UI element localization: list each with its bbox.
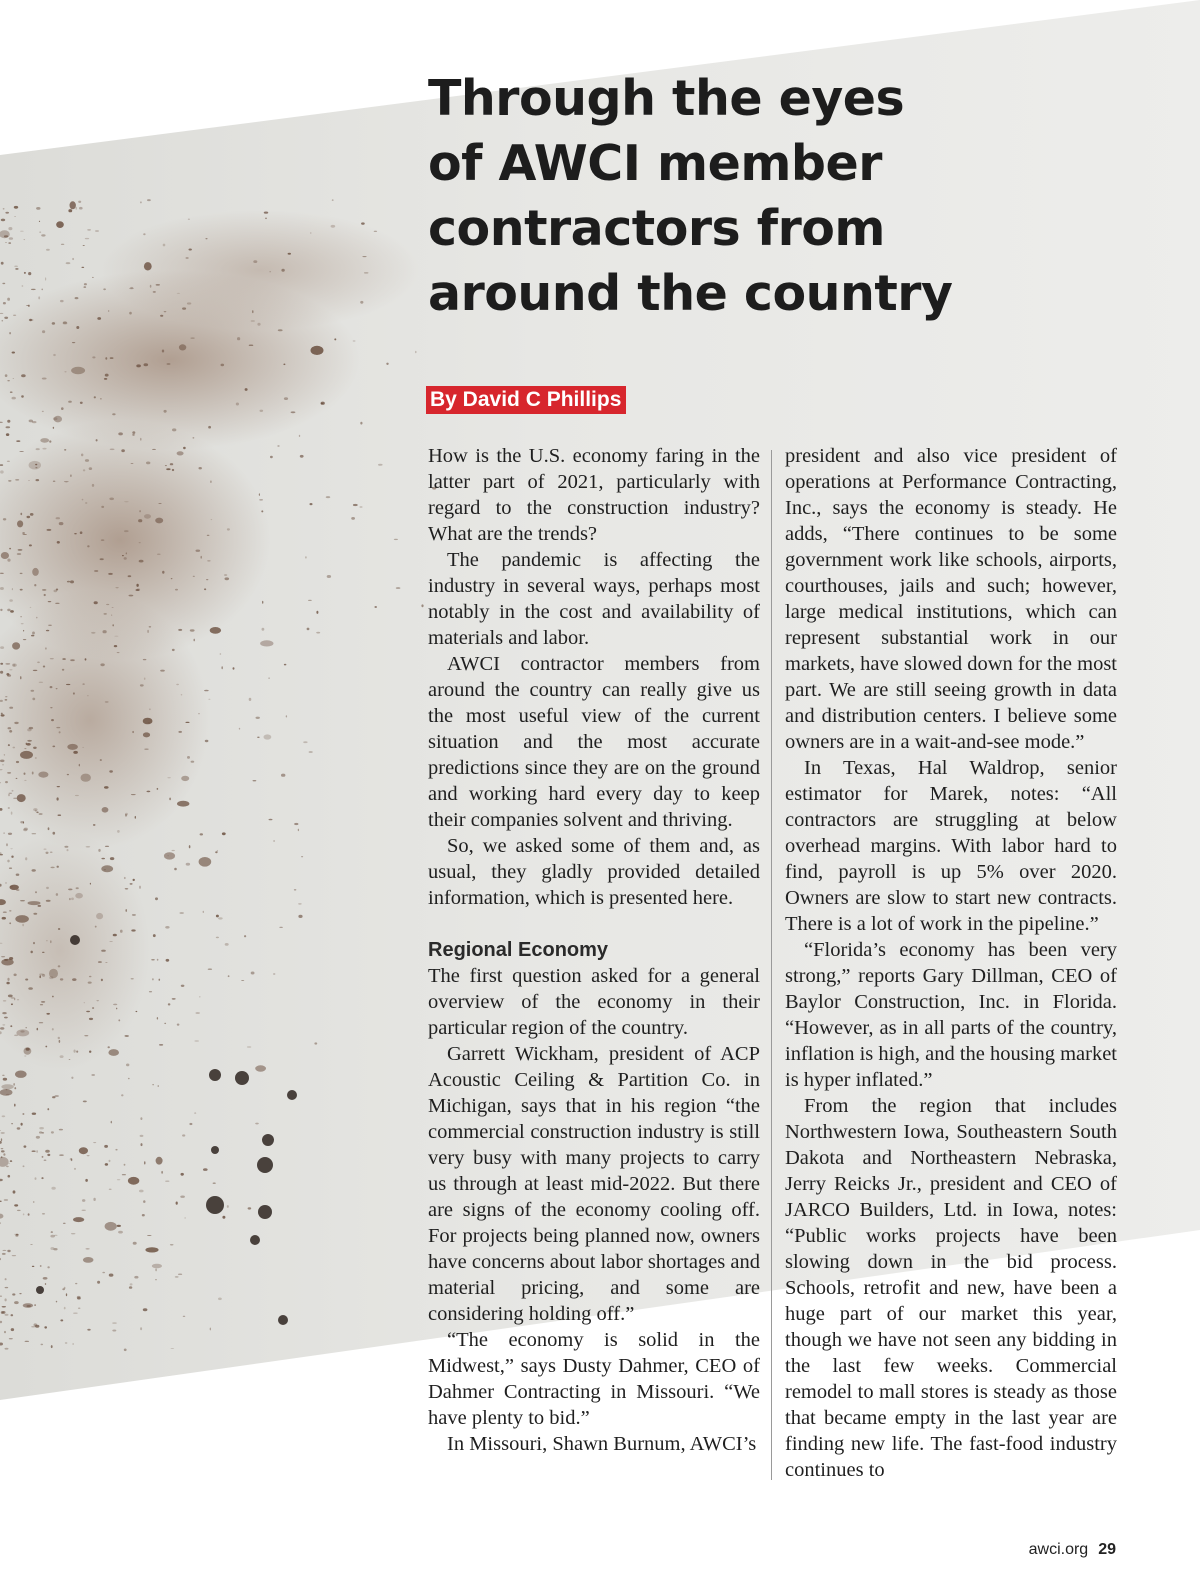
page-footer [1029,1541,1116,1559]
paragraph: In Texas, Hal Waldrop, senior estimator for Marek, notes: “All contractors are struggling at below overhead margins. With labor hard to find, payroll is up 5% over 2020. Owners are slow to start new contracts. There is a lot of work in the pipeline.” [785,757,1117,935]
article-title [428,66,988,326]
article-column-right [785,443,1117,1483]
title-line: around the country [428,265,953,322]
paragraph: So, we asked some of them and, as usual, they gladly provided detailed information, which is presented here. [428,835,760,909]
paragraph: The pandemic is affecting the industry in several ways, perhaps most notably in the cost and availability of materials and labor. [428,549,760,649]
title-line: of AWCI member [428,135,882,192]
section-heading: Regional Economy [428,939,609,961]
article-column-left [428,443,760,1457]
paragraph: In Missouri, Shawn Burnum, AWCI’s [447,1433,757,1455]
paragraph: AWCI contractor members from around the country can really give us the most useful view of the current situation and the most accurate predictions since they are on the ground and working hard every day to keep their companies solvent and thriving. [428,653,760,831]
title-line: contractors from [428,200,885,257]
paragraph: “Florida’s economy has been very strong,” reports Gary Dillman, CEO of Baylor Construction, Inc. in Florida. “However, as in all parts of the country, inflation is high, and the housing market is hyper inflated.” [785,939,1117,1091]
paragraph: From the region that includes Northwestern Iowa, Southeastern South Dakota and Northeastern Nebraska, Jerry Reicks Jr., president and CEO of JARCO Builders, Ltd. in Iowa, notes: “Public works projects have been slowing down in the bid process. Schools, retrofit and new, have been a huge part of our market this year, though we have not seen any bidding in the last few weeks. Commercial remodel to mall stores is steady as those that became empty in the last year are finding new life. The fast-food industry continues to [785,1095,1117,1481]
title-line: Through the eyes [428,70,905,127]
paragraph: The first question asked for a general overview of the economy in their particular region of the country. [428,965,760,1039]
paragraph: “The economy is solid in the Midwest,” says Dusty Dahmer, CEO of Dahmer Contracting in Missouri. “We have plenty to bid.” [428,1329,760,1429]
column-divider [771,450,772,1480]
page-number: 29 [1098,1541,1116,1558]
byline: By David C Phillips [426,386,626,414]
paragraph: Garrett Wickham, president of ACP Acoustic Ceiling & Partition Co. in Michigan, says that in his region “the commercial construction industry is still very busy with many projects to carry us through at least mid-2022. But there are signs of the economy cooling off. For projects being planned now, owners have concerns about labor shortages and material pricing, and some are considering holding off.” [428,1043,760,1325]
paragraph: president and also vice president of operations at Performance Contracting, Inc., says the economy is steady. He adds, “There continues to be some government work like schools, airports, courthouses, jails and such; however, large medical institutions, which can represent substantial work in our markets, have slowed down for the most part. We are still seeing growth in data and distribution centers. I believe some owners are in a wait-and-see mode.” [785,445,1117,753]
paragraph: How is the U.S. economy faring in the latter part of 2021, particularly with regard to the construction industry? What are the trends? [428,445,760,545]
footer-site: awci.org [1028,1541,1089,1558]
